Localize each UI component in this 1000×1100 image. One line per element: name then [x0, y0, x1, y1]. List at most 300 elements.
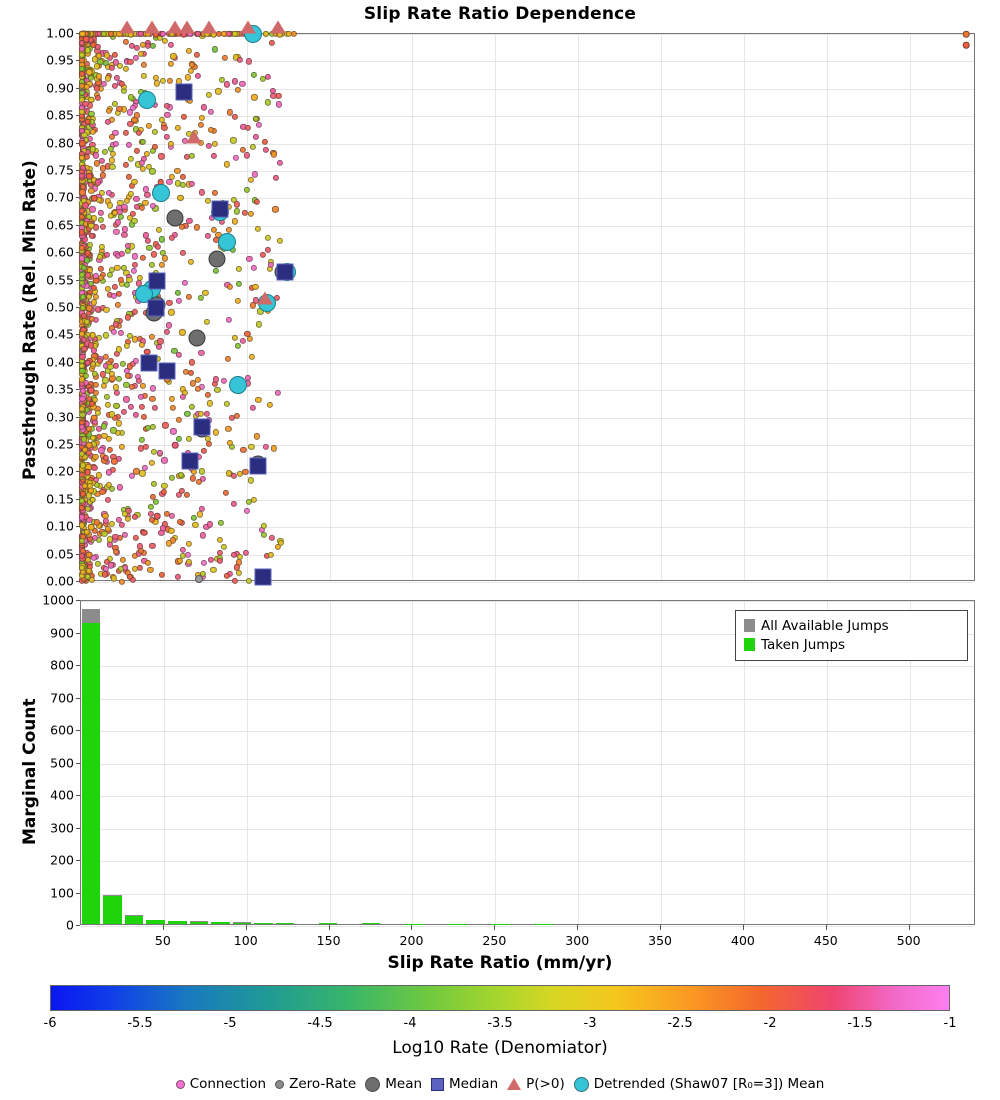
hist-y-tick-mark [76, 828, 80, 829]
connection-point [231, 473, 237, 479]
connection-point [133, 535, 139, 541]
connection-point [225, 426, 231, 432]
connection-point [256, 321, 262, 327]
grid-line-horizontal [81, 731, 974, 732]
connection-point [168, 309, 174, 315]
connection-point [103, 332, 109, 338]
histogram-bar-taken [168, 921, 187, 924]
connection-point [89, 497, 96, 504]
connection-point [149, 262, 155, 268]
connection-point [98, 210, 104, 216]
connection-point [246, 499, 252, 505]
connection-point [186, 541, 192, 547]
connection-point [106, 436, 112, 442]
connection-point [144, 192, 150, 198]
connection-point [198, 350, 204, 356]
connection-point [235, 570, 241, 576]
connection-point [175, 574, 181, 580]
connection-point [89, 332, 96, 339]
connection-point [157, 338, 163, 344]
connection-point [166, 179, 172, 185]
marker-legend-item [365, 1076, 422, 1092]
grid-line-horizontal [81, 171, 974, 172]
hist-x-tick-mark [329, 925, 330, 930]
connection-point [93, 277, 100, 284]
connection-point [265, 235, 271, 241]
connection-point [255, 397, 261, 403]
grid-line-horizontal [81, 796, 974, 797]
connection-point [89, 146, 96, 153]
hist-x-tick-label: 500 [896, 933, 921, 948]
connection-point [116, 291, 122, 297]
connection-point [149, 334, 155, 340]
marker-legend-label: Mean [385, 1076, 423, 1092]
connection-point [113, 141, 119, 147]
connection-point [249, 354, 255, 360]
marker-legend-item [176, 1076, 266, 1092]
grid-line-horizontal [81, 363, 974, 364]
scatter-y-tick-mark [76, 33, 80, 34]
connection-point [198, 411, 204, 417]
connection-point [125, 314, 131, 320]
connection-point [107, 202, 113, 208]
connection-point [239, 81, 245, 87]
grid-line-vertical [495, 601, 496, 924]
histogram-legend [735, 610, 968, 661]
hist-y-tick-label: 400 [50, 787, 74, 803]
connection-point [184, 491, 190, 497]
connection-point [206, 441, 212, 447]
connection-point [165, 322, 171, 328]
connection-point [208, 556, 214, 562]
p-gt-zero-point [240, 21, 256, 34]
scatter-y-tick-label: 0.35 [46, 381, 74, 397]
connection-point [226, 227, 232, 233]
connection-point [185, 436, 191, 442]
connection-point [191, 515, 197, 521]
connection-point [177, 558, 183, 564]
hist-y-tick-mark [76, 925, 80, 926]
connection-point [275, 544, 281, 550]
connection-point [198, 121, 204, 127]
marker-legend-label: Detrended (Shaw07 [R₀=3]) Mean [593, 1076, 825, 1092]
connection-point [174, 290, 180, 296]
connection-point [160, 488, 166, 494]
connection-point [120, 409, 126, 415]
grid-line-horizontal [81, 527, 974, 528]
histogram-bar-taken [362, 923, 381, 924]
scatter-y-tick-mark [76, 225, 80, 226]
connection-point [208, 109, 214, 115]
hist-y-tick-mark [76, 860, 80, 861]
connection-point [112, 284, 118, 290]
connection-point [248, 477, 254, 483]
connection-point [181, 114, 187, 120]
scatter-y-tick-label: 0.70 [46, 189, 74, 205]
connection-point [175, 125, 181, 131]
grid-line-horizontal [81, 926, 974, 927]
connection-point [225, 356, 231, 362]
scatter-y-tick-label: 0.15 [46, 491, 74, 507]
hist-y-tick-mark [76, 795, 80, 796]
connection-point [254, 199, 260, 205]
connection-point [254, 433, 260, 439]
grid-line-vertical [827, 34, 828, 580]
connection-point [83, 36, 90, 43]
connection-point [141, 61, 147, 67]
hist-y-tick-label: 500 [50, 755, 74, 770]
histogram-bar-taken [211, 922, 230, 924]
grid-line-vertical [910, 34, 911, 580]
connection-point [150, 424, 156, 430]
connection-point [251, 72, 257, 78]
connection-point [251, 94, 257, 100]
connection-point [119, 579, 125, 585]
connection-point [98, 266, 104, 272]
connection-point [176, 297, 182, 303]
connection-point [95, 561, 101, 567]
connection-point [232, 335, 238, 341]
connection-point [237, 471, 243, 477]
hist-y-tick-label: 100 [50, 885, 74, 900]
connection-point [154, 513, 161, 520]
connection-point [250, 144, 256, 150]
connection-point [211, 153, 217, 159]
connection-point [204, 319, 210, 325]
legend-swatch-grey [744, 619, 755, 632]
connection-point [186, 218, 192, 224]
connection-point [286, 31, 292, 37]
connection-point [215, 88, 221, 94]
connection-point [273, 174, 279, 180]
hist-x-tick-mark [494, 925, 495, 930]
p-gt-zero-point [201, 21, 217, 34]
detrended-mean-point [138, 91, 156, 109]
connection-point [189, 180, 195, 186]
hist-y-tick-label: 300 [50, 820, 74, 835]
connection-point [86, 442, 93, 449]
connection-point [99, 489, 105, 495]
connection-point [169, 235, 175, 241]
connection-point [180, 394, 186, 400]
scatter-y-tick-label: 0.05 [46, 546, 74, 562]
connection-point [224, 81, 230, 87]
scatter-y-tick-label: 0.65 [46, 217, 74, 233]
grid-line-horizontal [81, 116, 974, 117]
mean-point [189, 330, 206, 347]
hist-x-tick-label: 50 [154, 933, 171, 948]
connection-point [133, 196, 139, 202]
connection-point [134, 147, 140, 153]
grid-line-vertical [661, 601, 662, 924]
histogram-bar-taken [146, 920, 165, 924]
hist-x-tick-mark [411, 925, 412, 930]
scatter-y-tick-mark [76, 60, 80, 61]
connection-point [111, 458, 117, 464]
connection-point [186, 48, 192, 54]
connection-point [153, 499, 159, 505]
connection-point [132, 566, 138, 572]
scatter-y-tick-mark [76, 197, 80, 198]
connection-point [162, 255, 168, 261]
marker-legend-item [507, 1076, 565, 1092]
connection-point [198, 115, 204, 121]
connection-point [109, 164, 115, 170]
connection-point [200, 476, 206, 482]
connection-point [240, 338, 246, 344]
p-gt-zero-point [270, 21, 286, 34]
scatter-y-axis-title: Passthrough Rate (Rel. Min Rate) [20, 160, 40, 480]
connection-point [123, 396, 129, 402]
grid-line-vertical [247, 601, 248, 924]
marker-legend-label: Connection [189, 1076, 267, 1092]
connection-point [94, 179, 100, 185]
hist-y-tick-mark [76, 600, 80, 601]
connection-point [184, 411, 190, 417]
connection-point [104, 252, 110, 258]
connection-point [199, 468, 205, 474]
connection-point [114, 265, 120, 271]
connection-point [271, 151, 277, 157]
small-dot-icon [176, 1080, 185, 1089]
connection-point [139, 404, 145, 410]
connection-point [89, 206, 95, 212]
grid-line-horizontal [81, 445, 974, 446]
connection-point [246, 578, 252, 584]
scatter-y-tick-label: 0.45 [46, 326, 74, 342]
connection-point [204, 411, 210, 417]
grid-line-vertical [578, 34, 579, 580]
connection-point [194, 52, 200, 58]
connection-point [84, 118, 91, 125]
connection-point [180, 174, 186, 180]
colorbar-tick-label: -4 [403, 1016, 417, 1031]
connection-point [105, 402, 111, 408]
median-point [147, 300, 164, 317]
connection-point [236, 554, 242, 560]
median-point [276, 264, 293, 281]
scatter-y-tick-mark [76, 362, 80, 363]
histogram-bar-taken [125, 916, 144, 924]
connection-point [205, 198, 211, 204]
hist-x-tick-label: 250 [482, 933, 507, 948]
page-title: Slip Rate Ratio Dependence [363, 4, 637, 24]
connection-point [199, 189, 205, 195]
connection-point [131, 218, 137, 224]
connection-point [253, 134, 259, 140]
connection-point [207, 400, 213, 406]
connection-point [224, 573, 230, 579]
scatter-y-tick-mark [76, 499, 80, 500]
connection-point [222, 490, 228, 496]
connection-point [104, 394, 110, 400]
p-gt-zero-point [186, 130, 202, 143]
connection-point [147, 567, 153, 573]
connection-point [103, 307, 109, 313]
connection-point [269, 40, 275, 46]
grid-line-horizontal [81, 61, 974, 62]
connection-point [236, 266, 242, 272]
connection-point [232, 78, 238, 84]
median-point [182, 453, 199, 470]
connection-point [87, 242, 93, 248]
connection-point [217, 558, 223, 564]
connection-point [197, 511, 203, 517]
hist-y-tick-mark [76, 665, 80, 666]
colorbar-tick-label: -1 [943, 1016, 957, 1031]
scatter-y-tick-label: 0.85 [46, 107, 74, 123]
grid-line-horizontal [81, 281, 974, 282]
connection-point [263, 147, 269, 153]
grid-line-horizontal [81, 601, 974, 602]
p-gt-zero-triangle-icon [507, 1078, 521, 1090]
connection-point [148, 504, 154, 510]
connection-point [221, 378, 227, 384]
median-point [175, 83, 192, 100]
connection-point [145, 560, 151, 566]
connection-point [111, 575, 117, 581]
grid-line-vertical [330, 601, 331, 924]
histogram-bar-taken [233, 923, 252, 924]
scatter-y-tick-mark [76, 554, 80, 555]
connection-point [244, 152, 250, 158]
histogram-bar-taken [254, 923, 273, 924]
connection-point [105, 108, 111, 114]
connection-point [166, 78, 172, 84]
marker-legend-label: P(>0) [526, 1076, 565, 1092]
connection-point [210, 567, 216, 573]
connection-point [291, 31, 297, 37]
scatter-y-tick-label: 0.00 [46, 573, 74, 589]
connection-point [247, 211, 253, 217]
connection-point [963, 31, 970, 38]
connection-point [166, 300, 172, 306]
connection-point [116, 420, 122, 426]
scatter-y-tick-mark [76, 170, 80, 171]
hist-y-tick-mark [76, 730, 80, 731]
hist-y-tick-mark [76, 763, 80, 764]
connection-point [255, 226, 261, 232]
grid-line-vertical [578, 601, 579, 924]
connection-point [138, 394, 144, 400]
p-gt-zero-point [144, 21, 160, 34]
connection-point [129, 384, 135, 390]
connection-point [156, 344, 162, 350]
connection-point [217, 537, 223, 543]
connection-point [102, 149, 108, 155]
hist-x-tick-label: 350 [648, 933, 673, 948]
hist-y-tick-label: 900 [50, 625, 74, 640]
connection-point [218, 519, 224, 525]
connection-point [113, 229, 119, 235]
connection-point [205, 233, 211, 239]
connection-point [152, 128, 158, 134]
hist-y-tick-label: 1000 [42, 592, 74, 608]
connection-point [118, 214, 124, 220]
scatter-y-tick-label: 0.10 [46, 518, 74, 534]
connection-point [206, 92, 212, 98]
connection-point [188, 370, 194, 376]
median-point [255, 568, 272, 585]
grid-line-horizontal [81, 500, 974, 501]
hist-x-axis-title: Slip Rate Ratio (mm/yr) [387, 953, 613, 973]
median-point [159, 363, 176, 380]
connection-point [132, 336, 138, 342]
scatter-y-tick-mark [76, 334, 80, 335]
connection-point [88, 96, 95, 103]
connection-point [267, 402, 273, 408]
histogram-bar-taken [319, 923, 338, 924]
connection-point [194, 224, 200, 230]
connection-point [189, 359, 195, 365]
histogram-bar-taken [276, 923, 295, 924]
connection-point [212, 46, 218, 52]
scatter-y-tick-label: 0.75 [46, 162, 74, 178]
hist-x-tick-label: 450 [813, 933, 838, 948]
large-dot-icon [365, 1077, 380, 1092]
connection-point [263, 444, 269, 450]
hist-y-tick-mark [76, 633, 80, 634]
connection-point [110, 151, 116, 157]
connection-point [132, 514, 138, 520]
connection-point [120, 557, 126, 563]
connection-point [124, 282, 130, 288]
connection-point [149, 543, 155, 549]
hist-y-tick-label: 800 [50, 657, 74, 673]
connection-point [271, 445, 277, 451]
connection-point [232, 218, 238, 224]
hist-x-tick-mark [163, 925, 164, 930]
connection-point [141, 414, 147, 420]
connection-point [113, 362, 119, 368]
scatter-y-tick-mark [76, 444, 80, 445]
colorbar-tick-label: -4.5 [307, 1016, 333, 1031]
connection-point [101, 423, 107, 429]
connection-point [105, 119, 111, 125]
median-point [212, 201, 229, 218]
marker-legend-item [574, 1076, 825, 1092]
scatter-y-tick-mark [76, 471, 80, 472]
connection-point [186, 294, 192, 300]
connection-point [161, 125, 167, 131]
connection-point [119, 444, 125, 450]
connection-point [180, 250, 186, 256]
passthrough-scatter-axes [80, 33, 975, 581]
connection-point [123, 130, 129, 136]
legend-item-all-jumps [744, 616, 959, 635]
grid-line-horizontal [81, 829, 974, 830]
connection-point [276, 101, 282, 107]
connection-point [235, 343, 241, 349]
connection-point [140, 255, 146, 261]
connection-point [156, 227, 162, 233]
connection-point [116, 346, 122, 352]
histogram-bar-taken [103, 896, 122, 924]
marker-legend [0, 1076, 1000, 1092]
hist-x-tick-mark [743, 925, 744, 930]
scatter-y-tick-label: 0.80 [46, 135, 74, 151]
connection-point [244, 186, 250, 192]
grid-line-vertical [661, 34, 662, 580]
connection-point [168, 61, 174, 67]
grid-line-horizontal [81, 699, 974, 700]
connection-point [200, 104, 206, 110]
hist-y-tick-label: 700 [50, 690, 74, 705]
median-point [149, 272, 166, 289]
connection-point [84, 360, 91, 367]
connection-point [185, 74, 191, 80]
scatter-y-tick-label: 0.95 [46, 52, 74, 68]
